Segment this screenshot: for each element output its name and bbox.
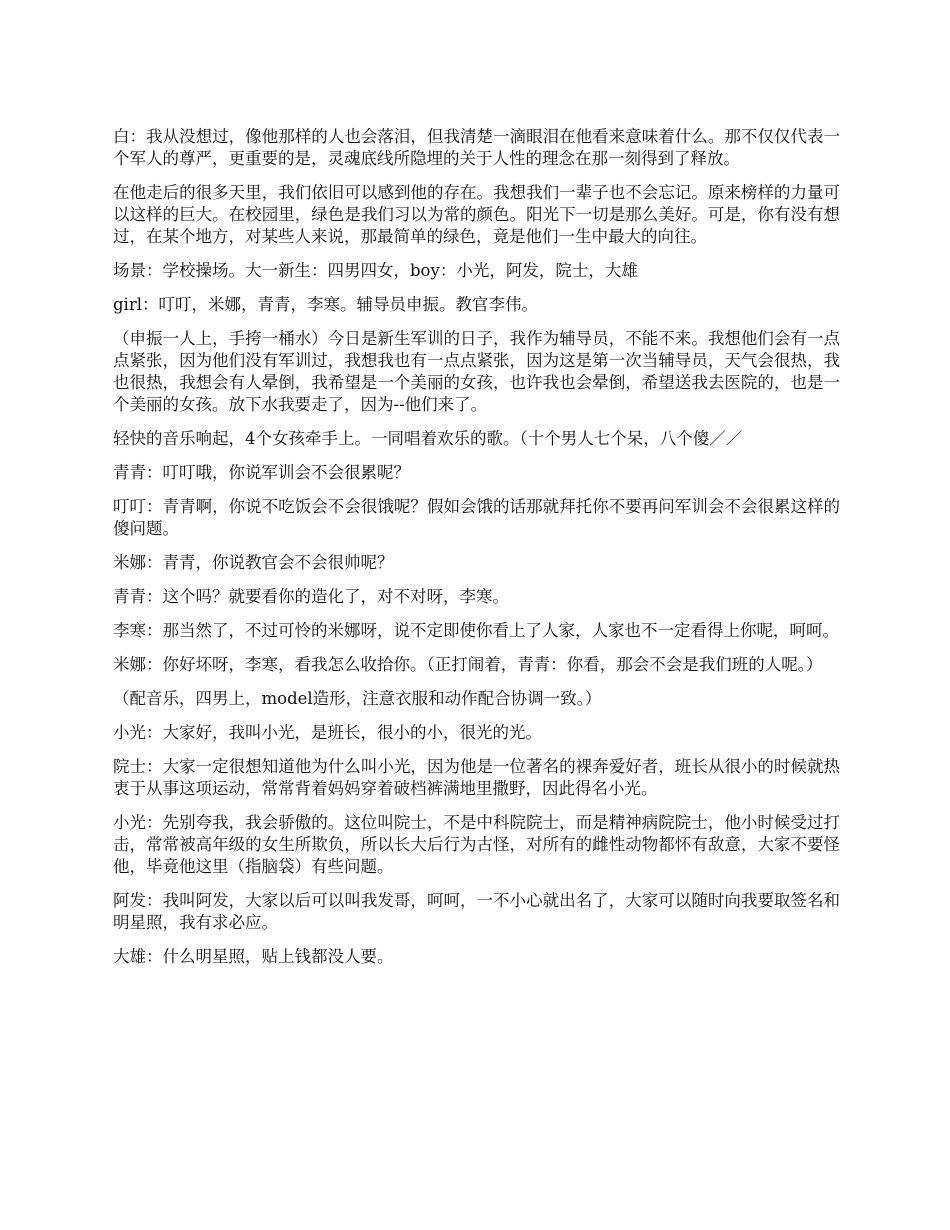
paragraph: 阿发：我叫阿发，大家以后可以叫我发哥，呵呵，一不小心就出名了，大家可以随时向我要取签名和明星照，我有求必应。 [113,891,840,932]
paragraph: 大雄：什么明星照，贴上钱都没人要。 [113,947,394,966]
paragraph: 叮叮：青青啊，你说不吃饭会不会很饿呢？假如会饿的话那就拜托你不要再问军训会不会很累这样的傻问题。 [113,497,840,538]
paragraph: 青青：叮叮哦，你说军训会不会很累呢？ [113,463,410,482]
paragraph: 在他走后的很多天里，我们依旧可以感到他的存在。我想我们一辈子也不会忘记。原来榜样的力量可以这样的巨大。在校园里，绿色是我们习以为常的颜色。阳光下一切是那么美好。可是，你有没有想过，在某个地方，对某些人来说，那最简单的绿色，竟是他们一生中最大的向往。 [113,183,840,246]
paragraph: 白：我从没想过，像他那样的人也会落泪，但我清楚一滴眼泪在他看来意味着什么。那不仅仅代表一个军人的尊严，更重要的是，灵魂底线所隐埋的关于人性的理念在那一刻得到了释放。 [113,127,840,168]
paragraph: （申振一人上，手挎一桶水）今日是新生军训的日子，我作为辅导员，不能不来。我想他们会有一点点紧张，因为他们没有军训过，我想我也有一点点紧张，因为这是第一次当辅导员，天气会很热，我也很热，我想会有人晕倒，我希望是一个美丽的女孩，也许我也会晕倒，希望送我去医院的，也是一个美丽的女孩。放下水我要走了，因为--他们来了。 [113,329,840,414]
paragraph: 青青：这个吗？就要看你的造化了，对不对呀，李寒。 [113,587,509,606]
paragraph: 米娜：青青，你说教官会不会很帅呢？ [113,553,394,572]
paragraph: 米娜：你好坏呀，李寒，看我怎么收拾你。（正打闹着，青青：你看，那会不会是我们班的人呢。） [113,655,823,674]
paragraph: 场景：学校操场。大一新生：四男四女，boy：小光，阿发，院士，大雄 [113,261,638,280]
paragraph: girl：叮叮，米娜，青青，李寒。辅导员申振。教官李伟。 [113,295,539,314]
paragraph: 小光：先别夸我，我会骄傲的。这位叫院士，不是中科院院士，而是精神病院院士，他小时候受过打击，常常被高年级的女生所欺负，所以长大后行为古怪，对所有的雌性动物都怀有敌意，大家不要怪他，毕竟他这里（指脑袋）有些问题。 [113,813,840,876]
paragraph: （配音乐，四男上，model造形，注意衣服和动作配合协调一致。） [113,689,602,708]
document-body [113,126,840,980]
paragraph: 李寒：那当然了，不过可怜的米娜呀，说不定即使你看上了人家，人家也不一定看得上你呢，呵呵。 [113,621,839,640]
paragraph: 小光：大家好，我叫小光，是班长，很小的小，很光的光。 [113,723,542,742]
paragraph: 轻快的音乐响起，4个女孩牵手上。一同唱着欢乐的歌。（十个男人七个呆，八个傻／／ [113,429,743,448]
paragraph: 院士：大家一定很想知道他为什么叫小光，因为他是一位著名的裸奔爱好者，班长从很小的时候就热衷于从事这项运动，常常背着妈妈穿着破档裤满地里撒野，因此得名小光。 [113,757,840,798]
